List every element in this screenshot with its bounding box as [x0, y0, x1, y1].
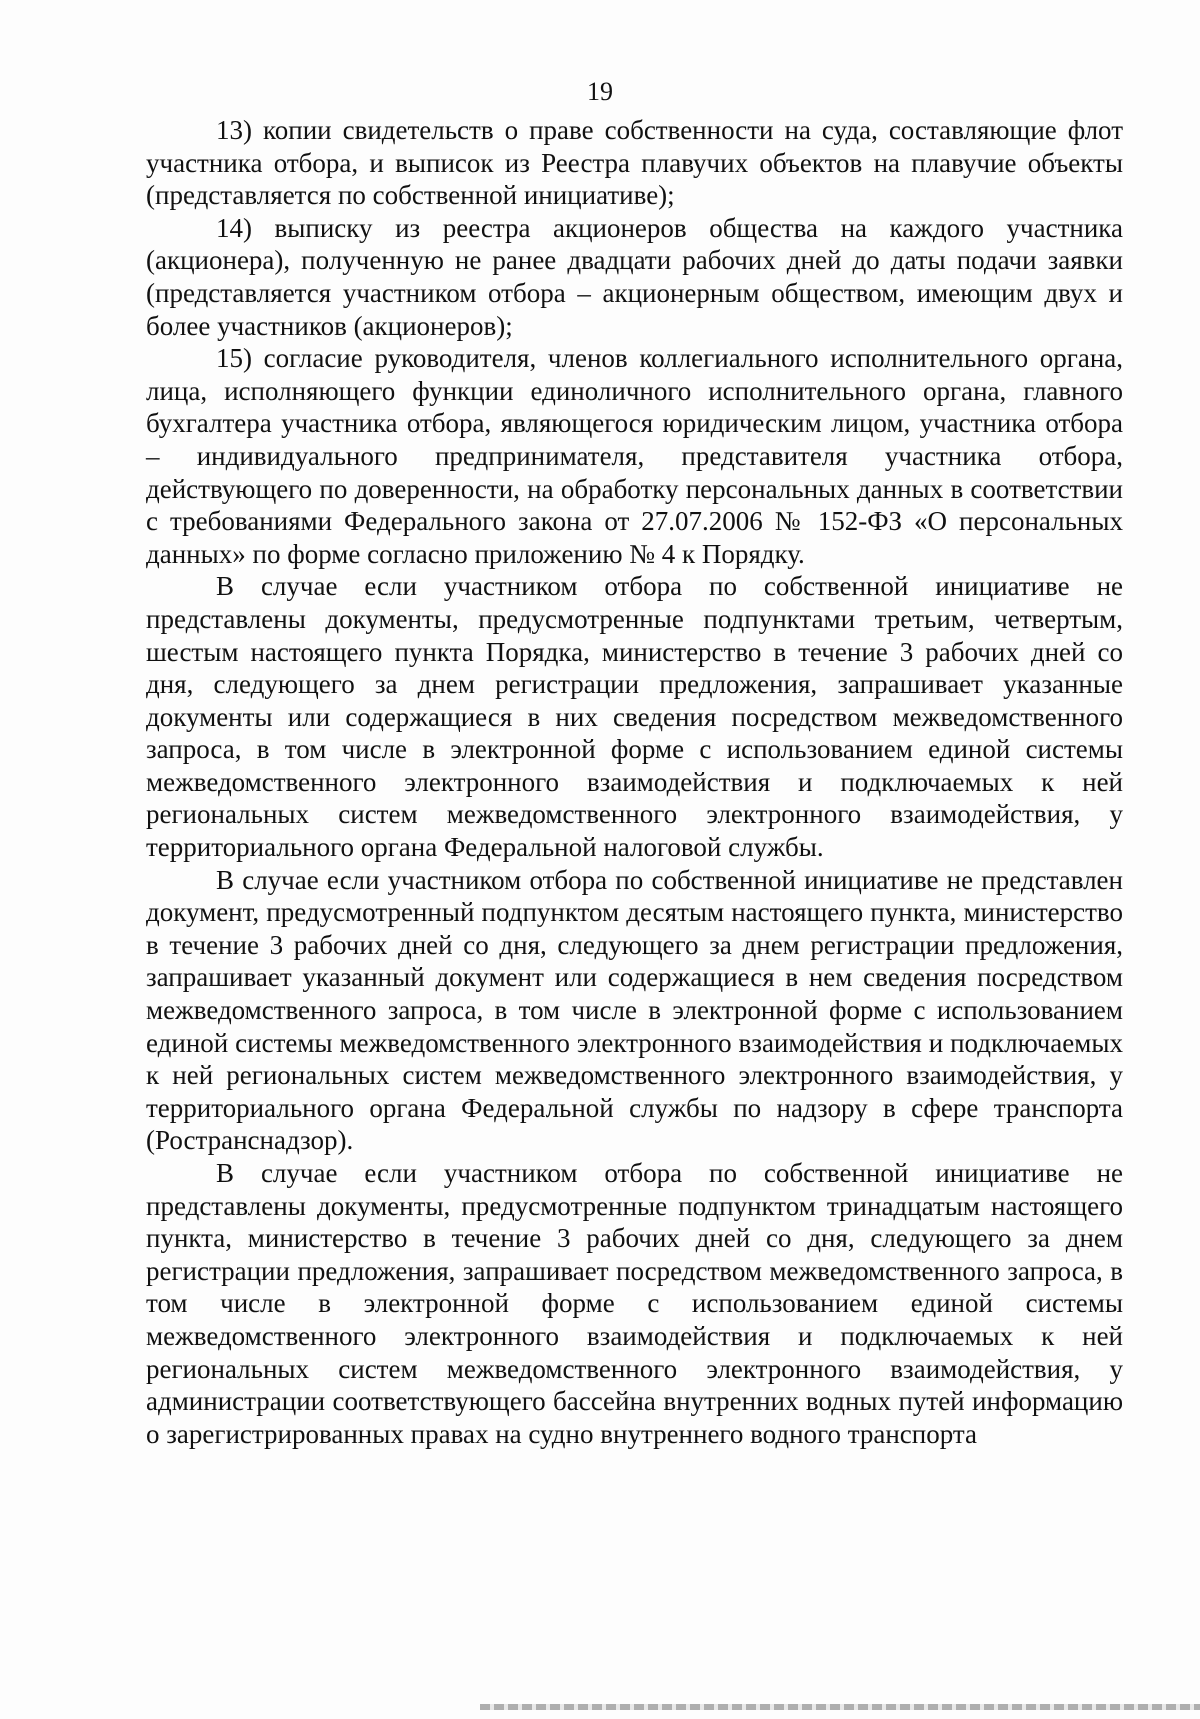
list-item-15: 15) согласие руководителя, членов коллегиального исполнительного органа, лица, исполняющего функции единоличного исполнительного органа, главного бухгалтера участника отбора, являющегося юридическим лицом, участника отбора – индивидуального предпринимателя, представителя участника отбора, действующего по доверенности, на обработку персональных данных в соответствии с требованиями Федерального закона от 27.07.2006 № 152-ФЗ «О персональных данных» по форме согласно приложению № 4 к Порядку.	[146, 343, 1123, 569]
page-number: 19	[587, 77, 613, 106]
list-item-13: 13) копии свидетельств о праве собственности на суда, составляющие флот участника отбора, и выписок из Реестра плавучих объектов на плавучие объекты (представляется по собственной инициативе);	[146, 115, 1123, 211]
paragraph-tax-service-request: В случае если участником отбора по собственной инициативе не представлены документы, предусмотренные подпунктами третьим, четвертым, шестым настоящего пункта Порядка, министерство в течение 3 рабочих дней со дня, следующего за днем регистрации предложения, запрашивает указанные документы или содержащиеся в них сведения посредством межведомственного запроса, в том числе в электронной форме с использованием единой системы межведомственного электронного взаимодействия и подключаемых к ней региональных систем межведомственного электронного взаимодействия, у территориального органа Федеральной налоговой службы.	[146, 571, 1123, 863]
paragraph-waterways-request: В случае если участником отбора по собственной инициативе не представлены документы, предусмотренные подпунктом тринадцатым настоящего пункта, министерство в течение 3 рабочих дней со дня, следующего за днем регистрации предложения, запрашивает посредством межведомственного запроса, в том числе в электронной форме с использованием единой системы межведомственного электронного взаимодействия и подключаемых к ней региональных систем межведомственного электронного взаимодействия, у администрации соответствующего бассейна внутренних водных путей информацию о зарегистрированных правах на судно внутреннего водного транспорта	[146, 1158, 1123, 1449]
document-body	[146, 114, 1123, 1450]
list-item-14: 14) выписку из реестра акционеров общества на каждого участника (акционера), полученную не ранее двадцати рабочих дней до даты подачи заявки (представляется участником отбора – акционерным обществом, имеющим двух и более участников (акционеров);	[146, 212, 1123, 341]
scan-edge-artifact	[480, 1704, 1200, 1710]
paragraph-rostransnadzor-request: В случае если участником отбора по собственной инициативе не представлен документ, предусмотренный подпунктом десятым настоящего пункта, министерство в течение 3 рабочих дней со дня, следующего за днем регистрации предложения, запрашивает указанный документ или содержащиеся в нем сведения посредством межведомственного запроса, в том числе в электронной форме с использованием единой системы межведомственного электронного взаимодействия и подключаемых к ней региональных систем межведомственного электронного взаимодействия, у территориального органа Федеральной службы по надзору в сфере транспорта (Ространснадзор).	[146, 864, 1123, 1156]
